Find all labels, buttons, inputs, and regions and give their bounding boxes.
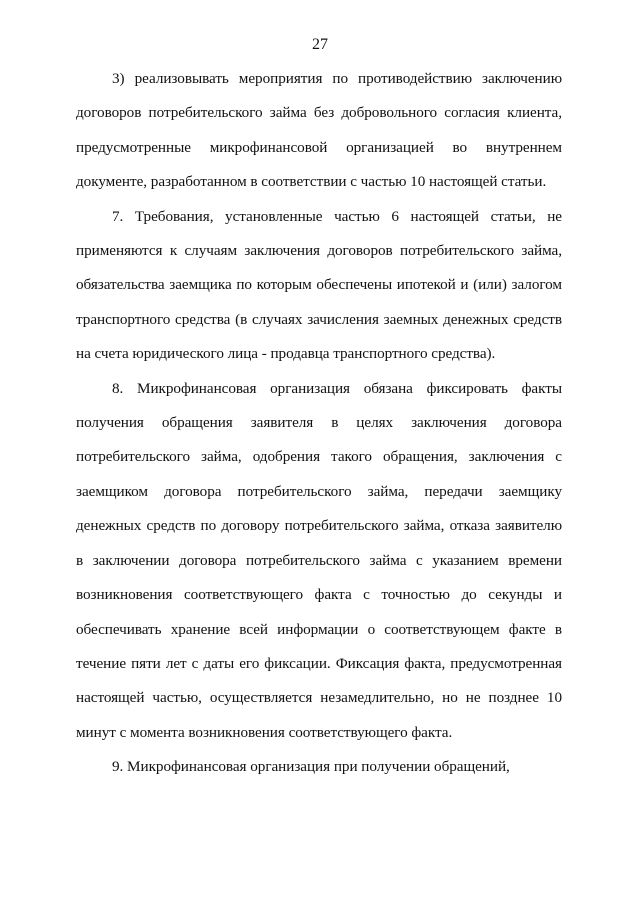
page-number: 27 <box>312 36 328 53</box>
paragraph-part-8: 8. Микрофинансовая организация обязана фиксировать факты получения обращения заявителя в целях заключения договора потребительского займа, одобрения такого обращения, заключения с заемщиком договора потребительского займа, передачи заемщику денежных средств по договору потребительского займа, отказа заявителю в заключении договора потребительского займа с указанием времени возникновения соответствующего факта с точностью до секунды и обеспечивать хранение всей информации о соответствующем факте в течение пяти лет с даты его фиксации. Фиксация факта, предусмотренная настоящей частью, осуществляется незамедлительно, но не позднее 10 минут с момента возникновения соответствующего факта. <box>76 379 562 741</box>
paragraph-part-9: 9. Микрофинансовая организация при получении обращений, <box>112 758 510 776</box>
paragraph-part-7: 7. Требования, установленные частью 6 настоящей статьи, не применяются к случаям заключения договоров потребительского займа, обязательства заемщика по которым обеспечены ипотекой и (или) залогом транспортного средства (в случаях зачисления заемных денежных средств на счета юридического лица - продавца транспортного средства). <box>76 207 562 363</box>
paragraph-item-3: 3) реализовывать мероприятия по противодействию заключению договоров потребительского займа без добровольного согласия клиента, предусмотренные микрофинансовой организацией во внутреннем документе, разработанном в соответствии с частью 10 настоящей статьи. <box>76 70 562 191</box>
document-body <box>76 62 562 785</box>
